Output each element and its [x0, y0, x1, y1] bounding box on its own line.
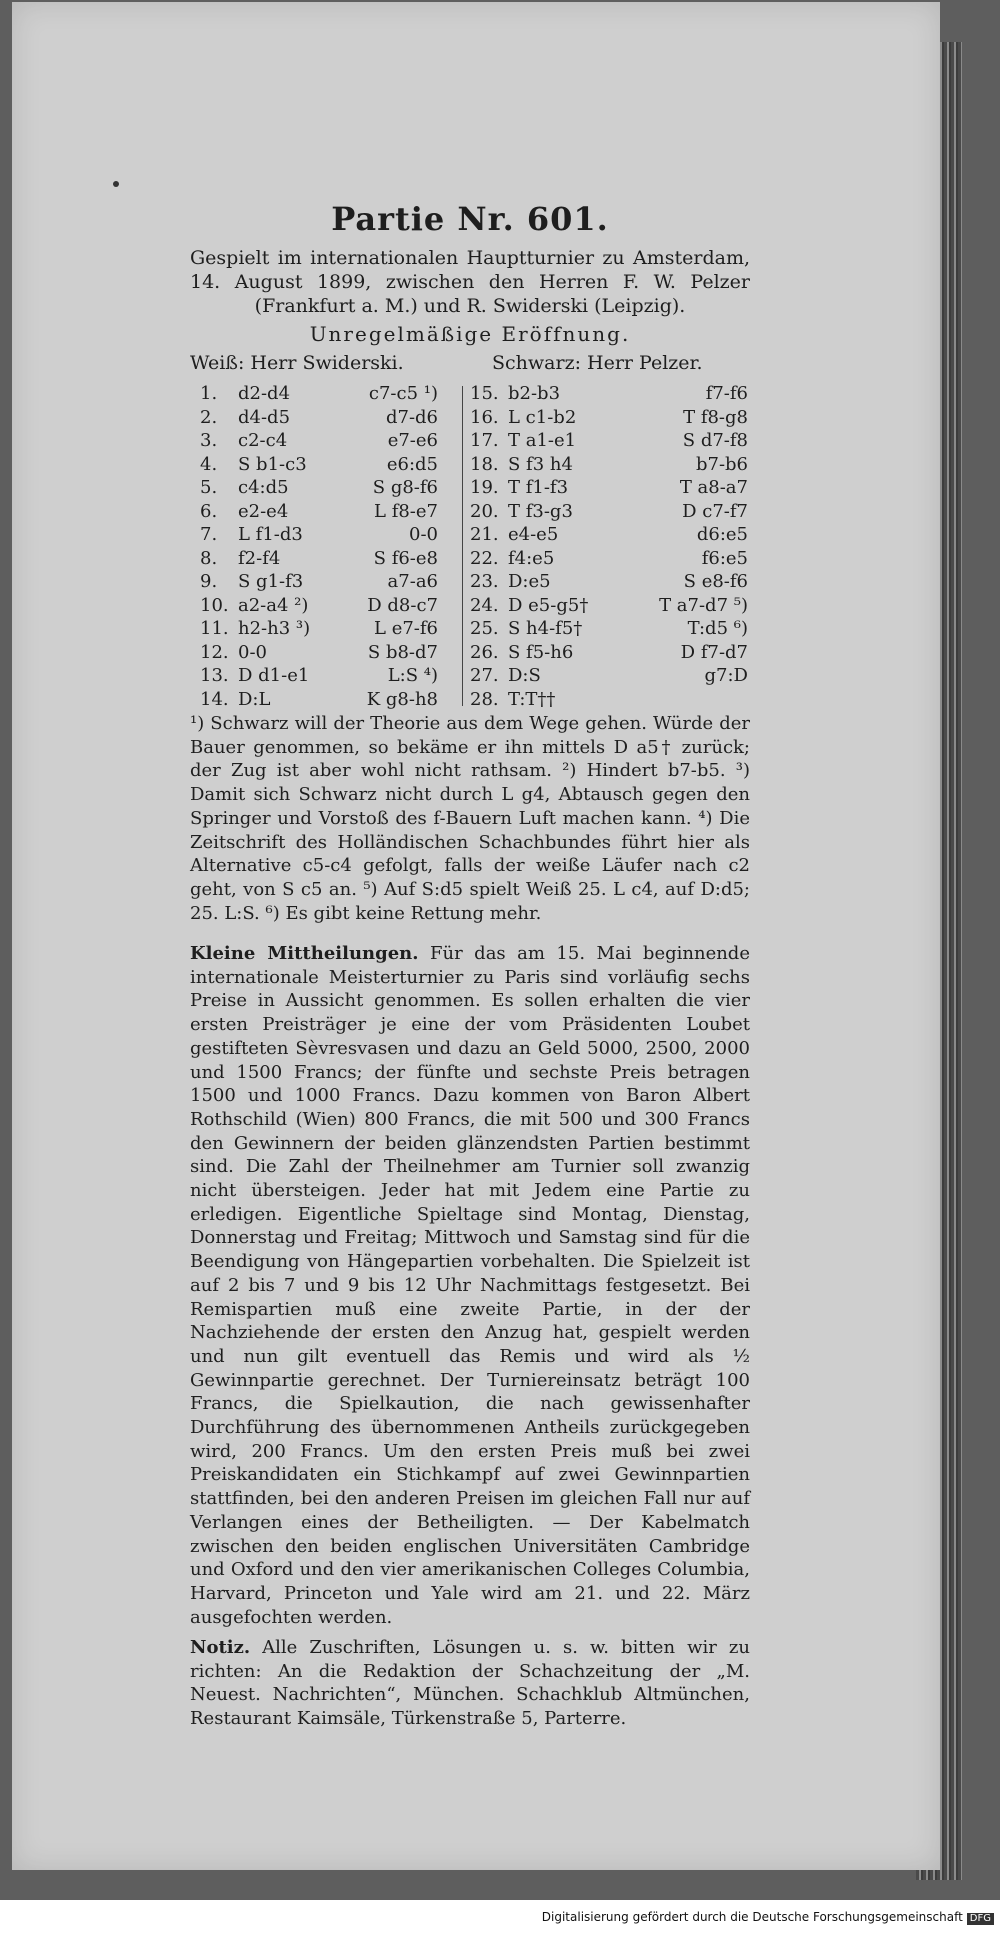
white-move: h2-h3 ³) [238, 618, 311, 639]
black-move: g7:D [704, 665, 748, 686]
move-row [190, 570, 750, 594]
move-row [190, 688, 750, 712]
move-row [190, 594, 750, 618]
black-move: a7-a6 [387, 571, 438, 592]
move-number: 8. [200, 547, 218, 569]
white-move: S b1-c3 [238, 453, 307, 475]
white-move: D e5-g5† [508, 594, 589, 616]
move-number: 25. [470, 618, 499, 639]
white-move: S f3 h4 [508, 453, 573, 475]
black-move: D c7-f7 [682, 500, 748, 522]
white-move: e4-e5 [508, 524, 559, 545]
black-move: T a8-a7 [679, 477, 748, 498]
black-move: L:S ⁴) [387, 665, 438, 686]
dfg-logo: DFG [967, 1913, 994, 1925]
black-player: Schwarz: Herr Pelzer. [492, 352, 703, 374]
white-move: c2-c4 [238, 430, 288, 451]
move-row [190, 523, 750, 547]
move-number: 1. [200, 383, 218, 404]
white-move: D d1-e1 [238, 665, 310, 686]
move-row [190, 641, 750, 665]
move-row [190, 453, 750, 477]
white-move: c4:d5 [238, 477, 289, 498]
notiz-section [190, 1636, 750, 1731]
black-move: e7-e6 [387, 430, 438, 451]
black-move: f7-f6 [705, 383, 748, 404]
move-number: 20. [470, 500, 499, 522]
footer-text: Digitalisierung gefördert durch die Deutsche Forschungsgemeinschaft [541, 1910, 963, 1924]
black-move: d6:e5 [696, 524, 748, 545]
move-number: 9. [200, 571, 218, 592]
black-move: c7-c5 ¹) [368, 383, 438, 404]
move-row [190, 500, 750, 524]
white-move: T a1-e1 [508, 430, 577, 451]
black-move: f6:e5 [701, 547, 748, 569]
white-move: D:e5 [508, 571, 551, 592]
white-move: S f5-h6 [508, 641, 574, 663]
black-move: d7-d6 [385, 406, 438, 428]
move-number: 19. [470, 477, 499, 498]
move-number: 24. [470, 594, 499, 616]
white-move: f4:e5 [508, 547, 555, 569]
white-move: S h4-f5† [508, 618, 583, 639]
digitization-footer [0, 1902, 1000, 1933]
move-row [190, 547, 750, 571]
move-row [190, 664, 750, 688]
move-number: 5. [200, 477, 218, 498]
white-move: D:S [508, 665, 541, 686]
black-move: 0-0 [409, 524, 438, 545]
white-move: d2-d4 [238, 383, 291, 404]
white-move: e2-e4 [238, 500, 289, 522]
white-move: T f3-g3 [508, 500, 573, 522]
move-number: 23. [470, 571, 499, 592]
move-number: 28. [470, 688, 499, 710]
move-number: 10. [200, 594, 229, 616]
ink-dot [113, 181, 119, 187]
black-move: K g8-h8 [366, 688, 438, 710]
move-number: 12. [200, 641, 229, 663]
white-move: T:T†† [508, 688, 556, 710]
black-move: T f8-g8 [683, 406, 748, 428]
move-number: 21. [470, 524, 499, 545]
move-number: 13. [200, 665, 229, 686]
move-number: 17. [470, 430, 499, 451]
move-row [190, 617, 750, 641]
move-number: 4. [200, 453, 218, 475]
move-number: 3. [200, 430, 218, 451]
move-number: 7. [200, 524, 218, 545]
move-row [190, 406, 750, 430]
game-notes: ¹) Schwarz will der Theorie aus dem Wege gehen. Würde der Bauer genommen, so bekäme er ihn mittels D a5† zurück; der Zug ist aber wohl nicht rathsam. ²) Hindert b7-b5. ³) Damit sich Schwarz nicht durch L g4, Abtausch gegen den Springer und Vorstoß des f-Bauern Luft machen kann. ⁴) Die Zeitschrift des Holländischen Schachbundes führt hier als Alternative c5-c4 gefolgt, falls der weiße Läufer nach c2 geht, von S c5 an. ⁵) Auf S:d5 spielt Weiß 25. L c4, auf D:d5; 25. L:S. ⁶) Es gibt keine Rettung mehr. [190, 713, 750, 924]
white-move: d4-d5 [238, 406, 291, 428]
black-move: S f6-e8 [373, 547, 438, 569]
game-title: Partie Nr. 601. [331, 200, 609, 238]
move-number: 18. [470, 453, 499, 475]
move-number: 27. [470, 665, 499, 686]
news-text: Für das am 15. Mai beginnende internationale Meisterturnier zu Paris sind vorläufig sechs Preise in Aussicht genommen. Es sollen erhalten die vier ersten Preisträger je eine der vom Präsidenten Loubet gestifteten Sèvresvasen und dazu an Geld 5000, 2500, 2000 und 1500 Francs; der fünfte und sechste Preis betragen 1500 und 1000 Francs. Dazu kommen von Baron Albert Rothschild (Wien) 800 Francs, die mit 500 und 300 Francs den Gewinnern der beiden glänzendsten Partien bestimmt sind. Die Zahl der Theilnehmer am Turnier soll zwanzig nicht übersteigen. Jeder hat mit Jedem eine Partie zu erledigen. Eigentliche Spieltage sind Montag, Dienstag, Donnerstag und Freitag; Mittwoch und Samstag sind für die Beendigung von Hängepartien vorbehalten. Die Spielzeit ist auf 2 bis 7 und 9 bis 12 Uhr Nachmittags festgesetzt. Bei Remispartien muß eine zweite Partie, in der der Nachziehende der ersten den Anzug hat, gespielt werden und nun gilt eventuell das Remis und wird als ½ Gewinnpartie gerechnet. Der Turniereinsatz beträgt 100 Francs, die Spielkaution, die nach gewissenhafter Durchführung des übernommenen Antheils zurückgegeben wird, 200 Francs. Um den ersten Preis muß bei zwei Preiskandidaten ein Stichkampf auf zwei Gewinnpartien stattfinden, bei den anderen Preisen im gleichen Fall nur auf Verlangen eines der Betheiligten. — Der Kabelmatch zwischen den beiden englischen Universitäten Cambridge und Oxford und den vier amerikanischen Colleges Columbia, Harvard, Princeton und Yale wird am 21. und 22. März ausgefochten werden. [190, 943, 750, 1628]
notiz-text: Alle Zuschriften, Lösungen u. s. w. bitten wir zu richten: An die Redaktion der Schachzeitung der „M. Neuest. Nachrichten“, München. Schachklub Altmünchen, Restaurant Kaimsäle, Türkenstraße 5, Parterre. [190, 1637, 750, 1730]
white-move: a2-a4 ²) [238, 594, 309, 616]
move-number: 2. [200, 406, 218, 428]
move-row [190, 382, 750, 406]
move-number: 26. [470, 641, 499, 663]
black-move: T a7-d7 ⁵) [659, 594, 748, 616]
white-move: L c1-b2 [508, 406, 577, 428]
black-move: S g8-f6 [372, 477, 438, 498]
white-move: L f1-d3 [238, 524, 303, 545]
move-number: 16. [470, 406, 499, 428]
white-move: S g1-f3 [238, 571, 304, 592]
opening-name: Unregelmäßige Eröffnung. [309, 322, 631, 346]
white-player: Weiß: Herr Swiderski. [190, 352, 404, 374]
black-move: e6:d5 [386, 453, 438, 475]
news-heading: Kleine Mittheilungen. [190, 943, 419, 964]
black-move: S d7-f8 [682, 430, 748, 451]
white-move: T f1-f3 [508, 477, 569, 498]
news-section [190, 942, 750, 1629]
black-move: D f7-d7 [680, 641, 748, 663]
black-move: D d8-c7 [367, 594, 438, 616]
moves-table [190, 382, 750, 711]
move-number: 22. [470, 547, 499, 569]
black-move: S b8-d7 [367, 641, 438, 663]
move-number: 11. [200, 618, 229, 639]
black-move: b7-b6 [695, 453, 748, 475]
move-row [190, 429, 750, 453]
black-move: L f8-e7 [374, 500, 438, 522]
notiz-heading: Notiz. [190, 1637, 251, 1658]
black-move: L e7-f6 [374, 618, 438, 639]
black-move: S e8-f6 [683, 571, 748, 592]
move-number: 6. [200, 500, 218, 522]
white-move: f2-f4 [238, 547, 281, 569]
white-move: D:L [238, 688, 271, 710]
move-row [190, 476, 750, 500]
black-move: T:d5 ⁶) [687, 618, 748, 639]
white-move: 0-0 [238, 641, 267, 663]
move-number: 14. [200, 688, 229, 710]
move-number: 15. [470, 383, 499, 404]
game-intro: Gespielt im internationalen Hauptturnier zu Amsterdam, 14. August 1899, zwischen den Herren F. W. Pelzer (Frankfurt a. M.) und R. Swiderski (Leipzig). [190, 247, 750, 317]
white-move: b2-b3 [508, 383, 561, 404]
